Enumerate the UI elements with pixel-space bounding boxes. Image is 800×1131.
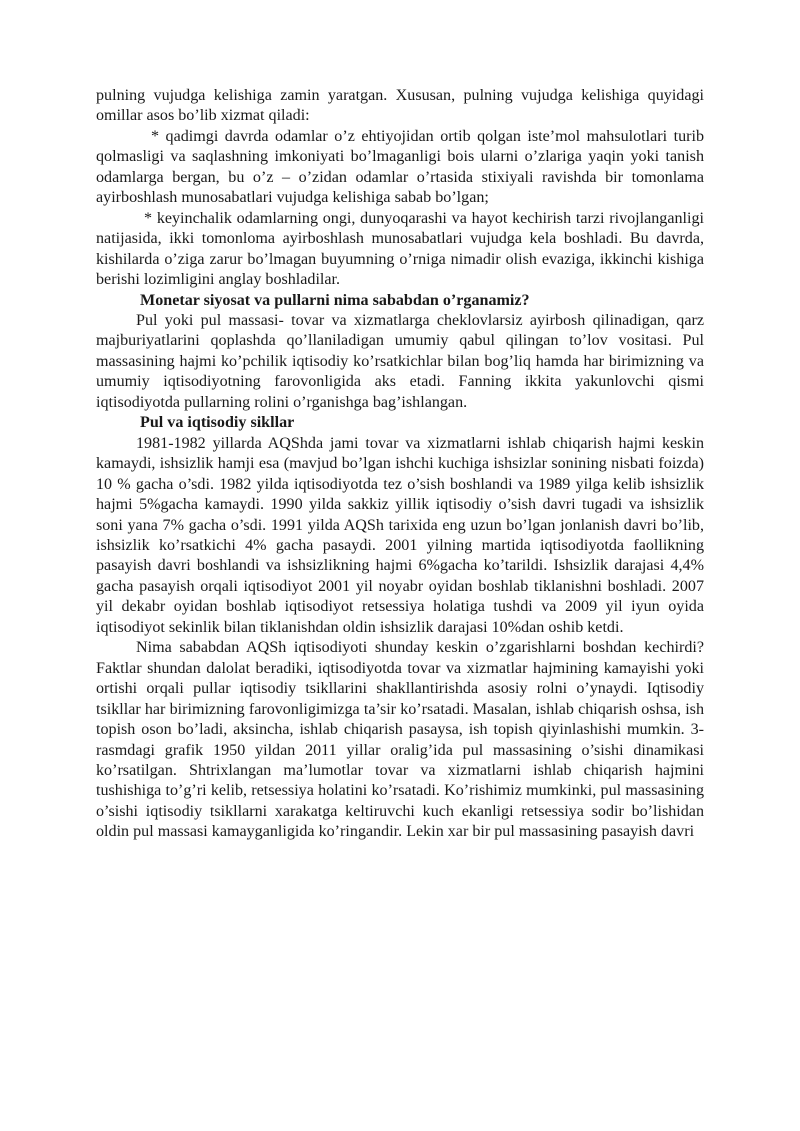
body-paragraph-cycles-explanation: Nima sababdan AQSh iqtisodiyoti shunday keskin o’zgarishlarni boshdan kechirdi? Faktlar shundan dalolat beradiki, iqtisodiyotda tovar va xizmatlar hajmining kamayishi yoki ortishi orqali pullar iqtisodiy tsikllarini shakllantirishda asosiy rolni o’ynaydi. Iqtisodiy tsikllar har birimizning farovonligimizga ta’sir ko’rsatadi. Masalan, ishlab chiqarish oshsa, ish topish oson bo’ladi, aksincha, ishlab chiqarish pasaysa, ish topish qiyinlashishi mumkin. 3-rasmdagi grafik 1950 yildan 2011 yillar oralig’ida pul massasining o’sishi dinamikasi ko’rsatilgan. Shtrixlangan ma’lumotlar tovar va xizmatlarni ishlab chiqarish hajmini tushishiga to’g’ri kelib, retsessiya holatini ko’rsatadi. Ko’rishimiz mumkinki, pul massasining o’sishi iqtisodiy tsikllarni xarakatga keltiruvchi kuch ekanligi retsessiya sodir bo’lishidan oldin pul massasi kamayganligida ko’ringandir. Lekin xar bir pul massasining pasayish davri xyxy=(96,639,704,841)
bullet-paragraph-later: * keyinchalik odamlarning ongi, dunyoqarashi va hayot kechirish tarzi rivojlanganligi natijasida, ikki tomonloma ayirboshlash munosabatlari vujudga kela boshladi. Bu davrda, kishilarda o’ziga zarur bo’lmagan buyumning o’rniga nimadir olish evaziga, ikkinchi kishiga berishi lozimligini anglay boshladilar. xyxy=(96,209,704,289)
section-heading-economic-cycles: Pul va iqtisodiy sikllar xyxy=(140,414,295,432)
bullet-paragraph-ancient: * qadimgi davrda odamlar o’z ehtiyojidan ortib qolgan iste’mol mahsulotlari turib qolmasligi va saqlashning imkoniyati bo’lmaganligi bois ularni o’zlariga yaqin yoki tanish odamlarga bergan, bu o’z – o’zidan odamlar o’rtasida stixiyali ravishda bir tomonlama ayirboshlash munosabatlari vujudga kelishiga sabab bo’lgan; xyxy=(96,127,704,207)
section-heading-monetary-policy: Monetar siyosat va pullarni nima sababdan o’rganamiz? xyxy=(140,291,530,309)
body-paragraph-us-history: 1981-1982 yillarda AQShda jami tovar va xizmatlarni ishlab chiqarish hajmi keskin kamaydi, ishsizlik hamji esa (mavjud bo’lgan ishchi kuchiga ishsizlar sonining nisbati foizda) 10 % gacha o’sdi. 1982 yilda iqtisodiyotda tez o’sish boshlandi va 1989 yilga kelib ishsizlik hajmi 5%gacha kamaydi. 1990 yilda sakkiz yillik iqtisodiy o’sish davri tugadi va ishsizlik soni yana 7% gacha o’sdi. 1991 yilda AQSh tarixida eng uzun bo’lgan jonlanish davri bo’lib, ishsizlik ko’rsatkichi 4% gacha pasaydi. 2001 yilning martida iqtisodiyotda faollikning pasayish davri boshlandi va ishsizlikning hajmi 6%gacha ko’tarildi. Ishsizlik darajasi 4,4% gacha pasayish orqali iqtisodiyot 2001 yil noyabr oyidan boshlab tiklanishni boshladi. 2007 yil dekabr oyidan boshlab iqtisodiyot retsessiya holatiga tushdi va 2009 yil iyun oyida iqtisodiyot sekinlik bilan tiklanishdan oldin ishsizlik darajasi 10%dan oshib ketdi. xyxy=(96,434,704,636)
document-page xyxy=(96,86,704,843)
intro-paragraph: pulning vujudga kelishiga zamin yaratgan. Xususan, pulning vujudga kelishiga quyidagi omillar asos bo’lib xizmat qiladi: xyxy=(96,87,704,125)
body-paragraph-money-definition: Pul yoki pul massasi- tovar va xizmatlarga cheklovlarsiz ayirbosh qilinadigan, qarz majburiyatlarini qoplashda qo’llaniladigan umumiy qabul qilingan to’lov vositasi. Pul massasining hajmi ko’pchilik iqtisodiy ko’rsatkichlar bilan bog’liq hamda har birimizning va umumiy iqtisodiyotning farovonligida aks etadi. Fanning ikkita yakunlovchi qismi iqtisodiyotda pullarning rolini o’rganishga bag’ishlangan. xyxy=(96,311,704,411)
